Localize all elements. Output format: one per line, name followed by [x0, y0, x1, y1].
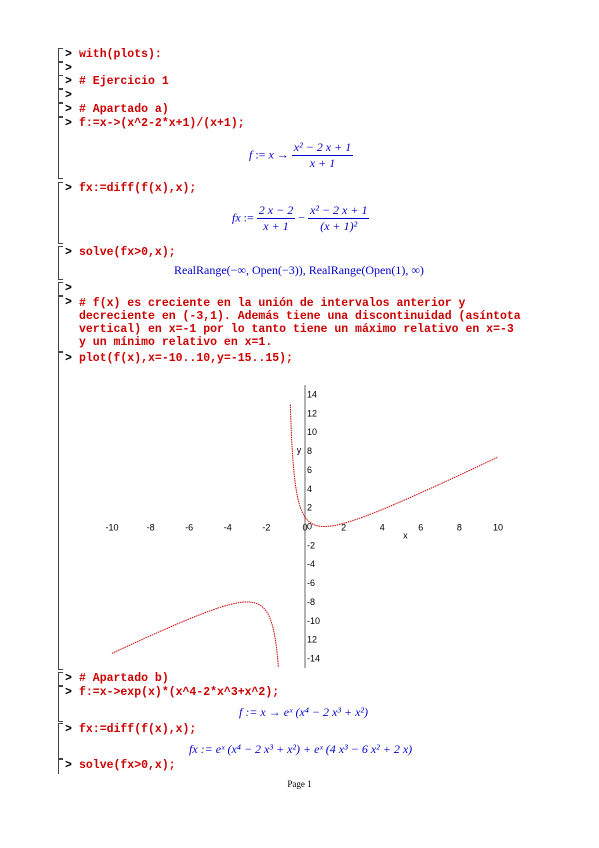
y-tick-label: -2	[307, 540, 316, 551]
output-solve-result: RealRange(−∞, Open(−3)), RealRange(Open(1), ∞)	[174, 263, 424, 277]
comment-line: # f(x) es creciente en la unión de intervalos anterior y	[79, 297, 466, 310]
cell-bracket[interactable]	[58, 89, 63, 103]
cell-bracket[interactable]	[58, 296, 63, 352]
prompt: >	[65, 723, 72, 736]
y-tick-label: -4	[307, 559, 316, 570]
math-minus: −	[298, 210, 305, 225]
prompt: >	[65, 686, 72, 699]
y-tick-label: 4	[307, 483, 313, 494]
prompt: >	[65, 246, 72, 259]
cell-bracket[interactable]	[58, 352, 63, 670]
math-var: x	[268, 147, 274, 162]
comment-apartado-a[interactable]: # Apartado a)	[79, 103, 169, 116]
prompt: >	[65, 89, 72, 102]
cell-bracket[interactable]	[58, 182, 63, 244]
y-tick-label: 0	[307, 521, 313, 532]
cell-bracket[interactable]	[58, 759, 63, 774]
input-plot[interactable]: plot(f(x),x=-10..10,y=-15..15);	[79, 352, 293, 365]
math-numerator: 2 x − 2	[258, 203, 294, 217]
x-tick-label: -4	[223, 522, 232, 533]
cell-bracket[interactable]	[58, 282, 63, 296]
math-fraction	[308, 203, 369, 234]
y-tick-label: 6	[307, 464, 313, 475]
cell-bracket[interactable]	[58, 62, 63, 76]
y-tick-label: -8	[307, 596, 316, 607]
y-tick-label: 14	[307, 389, 318, 400]
x-tick-label: -10	[105, 522, 119, 533]
output-f-definition	[249, 140, 353, 171]
input-with-plots[interactable]: with(plots):	[79, 48, 162, 61]
comment-apartado-b[interactable]: # Apartado b)	[79, 672, 169, 685]
y-tick-label: -6	[307, 578, 316, 589]
math-arrow: →	[276, 147, 289, 162]
math-lhs: fx	[232, 210, 241, 225]
prompt: >	[65, 182, 72, 195]
output-fx-b-derivative: fx := eˣ (x⁴ − 2 x³ + x²) + eˣ (4 x³ − 6 x² + 2 x)	[189, 742, 413, 756]
math-denominator: (x + 1)²	[320, 219, 358, 233]
x-tick-label: -8	[146, 522, 155, 533]
cell-bracket[interactable]	[58, 686, 63, 722]
input-define-f-b[interactable]: f:=x->exp(x)*(x^4-2*x^3+x^2);	[79, 686, 280, 699]
prompt: >	[65, 352, 72, 365]
comment-line: decreciente en (-3,1). Además tiene una discontinuidad (asíntota	[79, 310, 521, 323]
cell-bracket[interactable]	[58, 75, 63, 89]
math-numerator: x² − 2 x + 1	[310, 203, 368, 217]
math-lhs: f	[249, 147, 253, 162]
x-tick-label: -2	[262, 522, 271, 533]
prompt: >	[65, 282, 72, 295]
comment-ejercicio[interactable]: # Ejercicio 1	[79, 75, 169, 88]
math-assign: :=	[243, 210, 254, 225]
input-diff-b[interactable]: fx:=diff(f(x),x);	[79, 723, 197, 736]
y-tick-label: 2	[307, 502, 313, 513]
prompt: >	[65, 296, 72, 309]
y-tick-label: 12	[307, 634, 318, 645]
input-define-f[interactable]: f:=x->(x^2-2*x+1)/(x+1);	[79, 117, 245, 130]
prompt: >	[65, 62, 72, 75]
x-tick-label: 10	[492, 522, 504, 533]
cell-bracket[interactable]	[58, 48, 63, 62]
output-fx-derivative	[232, 203, 369, 234]
math-denominator: x + 1	[309, 156, 336, 170]
x-tick-label: 2	[341, 522, 347, 533]
y-tick-label: -10	[307, 615, 321, 626]
y-tick-label: -14	[307, 653, 321, 664]
y-tick-label: 8	[307, 446, 313, 457]
y-axis-label: y	[296, 445, 302, 456]
cell-bracket[interactable]	[58, 246, 63, 280]
cell-bracket[interactable]	[58, 723, 63, 759]
prompt: >	[65, 672, 72, 685]
page-footer: Page 1	[287, 779, 312, 789]
comment-line: y un mínimo relativo en x=1.	[79, 336, 273, 349]
math-assign: :=	[255, 147, 266, 162]
x-tick-label: 6	[418, 522, 424, 533]
curve-right-branch	[290, 404, 498, 526]
y-tick-label: 12	[307, 408, 318, 419]
prompt: >	[65, 103, 72, 116]
prompt: >	[65, 117, 72, 130]
prompt: >	[65, 759, 72, 772]
prompt: >	[65, 75, 72, 88]
x-tick-label: -6	[185, 522, 194, 533]
input-diff[interactable]: fx:=diff(f(x),x);	[79, 182, 197, 195]
math-numerator: x² − 2 x + 1	[293, 140, 352, 154]
math-fraction	[292, 140, 353, 171]
prompt: >	[65, 48, 72, 61]
x-tick-label: 8	[456, 522, 462, 533]
comment-line: vertical) en x=-1 por lo tanto tiene un máximo relativo en x=-3	[79, 323, 514, 336]
curve-left-branch	[112, 602, 278, 667]
cell-bracket[interactable]	[58, 117, 63, 179]
cell-bracket[interactable]	[58, 672, 63, 686]
input-solve[interactable]: solve(fx>0,x);	[79, 246, 176, 259]
y-tick-label: 10	[307, 427, 318, 438]
x-axis-label: x	[403, 530, 408, 541]
cell-bracket[interactable]	[58, 103, 63, 117]
output-f-b-definition: f := x → eˣ (x⁴ − 2 x³ + x²)	[239, 705, 368, 719]
math-denominator: x + 1	[263, 219, 289, 233]
x-tick-label: 0	[302, 522, 308, 533]
x-tick-label: 4	[379, 522, 385, 533]
math-fraction	[257, 203, 295, 234]
input-solve-b[interactable]: solve(fx>0,x);	[79, 759, 176, 772]
comment-analysis[interactable]	[79, 297, 549, 349]
